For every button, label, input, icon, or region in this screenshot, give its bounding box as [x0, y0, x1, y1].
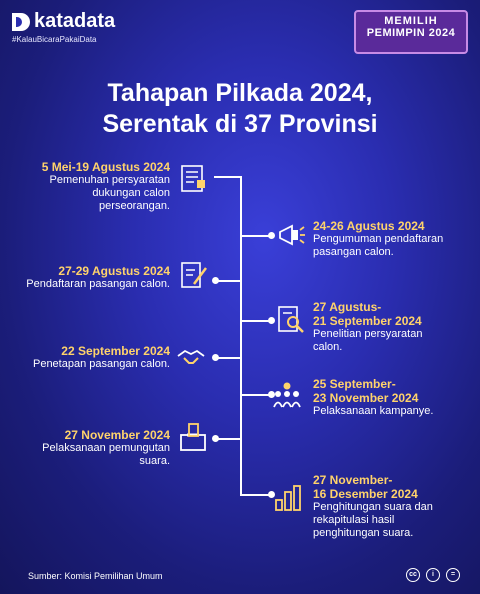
stage-date: 27 November 2024	[64, 428, 170, 442]
stage-desc: Penelitian persyaratan	[313, 328, 423, 340]
timeline-dot	[268, 317, 275, 324]
stage-item	[313, 300, 473, 354]
cc-icon: cc	[406, 568, 420, 582]
no-derivatives-icon: =	[446, 568, 460, 582]
attribution-icon: i	[426, 568, 440, 582]
document-list-icon	[178, 163, 208, 193]
timeline-dot	[212, 354, 219, 361]
stage-date: 24-26 Agustus 2024	[313, 219, 425, 233]
stage-desc: penghitungan suara.	[313, 527, 414, 539]
megaphone-icon	[276, 220, 306, 250]
stage-desc: pasangan calon.	[313, 246, 394, 258]
connector	[214, 176, 242, 178]
stage-date2: 21 September 2024	[313, 314, 422, 328]
stage-date: 25 September-	[313, 377, 396, 391]
stage-desc: Pemenuhan persyaratan	[49, 174, 170, 186]
connector	[240, 320, 270, 322]
stage-desc: perseorangan.	[99, 200, 170, 212]
stage-date2: 23 November 2024	[313, 391, 419, 405]
title-line1: Tahapan Pilkada 2024,	[107, 79, 373, 107]
stage-item	[313, 377, 473, 418]
stage-desc: Pengumuman pendaftaran	[313, 233, 444, 245]
connector	[240, 394, 270, 396]
stage-desc: Pendaftaran pasangan calon.	[26, 278, 170, 290]
stage-item	[0, 428, 170, 468]
connector	[240, 494, 270, 496]
form-pen-icon	[178, 260, 208, 290]
bar-chart-icon	[274, 482, 304, 512]
badge-line1: MEMILIH	[384, 15, 438, 27]
timeline-dot	[212, 277, 219, 284]
timeline-dot	[268, 232, 275, 239]
logo-mark-icon	[12, 13, 30, 31]
stage-item	[0, 264, 170, 291]
stage-desc: calon.	[313, 341, 343, 353]
stage-date: 22 September 2024	[61, 344, 170, 358]
source-note: Sumber: Komisi Pemilihan Umum	[28, 571, 163, 581]
stage-desc: rekapitulasi hasil	[313, 514, 395, 526]
ballot-box-icon	[178, 422, 208, 452]
badge-line2: PEMIMPIN 2024	[366, 27, 456, 39]
stage-desc: dukungan calon	[92, 187, 170, 199]
stage-item	[313, 473, 473, 540]
stage-date: 5 Mei-19 Agustus 2024	[41, 160, 170, 174]
stage-item	[0, 160, 170, 213]
title-line2: Serentak di 37 Provinsi	[102, 110, 378, 138]
document-search-icon	[276, 304, 306, 334]
katadata-logo	[12, 10, 115, 33]
stage-date2: 16 Desember 2024	[313, 487, 418, 501]
brand-name: katadata	[34, 10, 116, 32]
stage-date: 27-29 Agustus 2024	[58, 264, 170, 278]
connector	[240, 235, 270, 237]
timeline-dot	[212, 435, 219, 442]
crowd-icon	[272, 380, 302, 410]
page-title	[0, 78, 480, 140]
stage-desc: suara.	[139, 455, 170, 467]
timeline-spine	[240, 176, 242, 494]
brand	[12, 10, 115, 44]
stage-date: 27 November-	[313, 473, 393, 487]
stage-desc: Penghitungan suara dan	[313, 501, 433, 513]
stage-desc: Pelaksanaan kampanye.	[313, 405, 434, 417]
stage-desc: Penetapan pasangan calon.	[32, 358, 170, 370]
stage-item	[313, 219, 473, 259]
handshake-icon	[176, 342, 206, 372]
brand-tagline: #KalauBicaraPakaiData	[12, 35, 97, 44]
campaign-badge	[354, 10, 468, 54]
stage-item	[0, 344, 170, 371]
stage-date: 27 Agustus-	[313, 300, 382, 314]
stage-desc: Pelaksanaan pemungutan	[42, 442, 170, 454]
